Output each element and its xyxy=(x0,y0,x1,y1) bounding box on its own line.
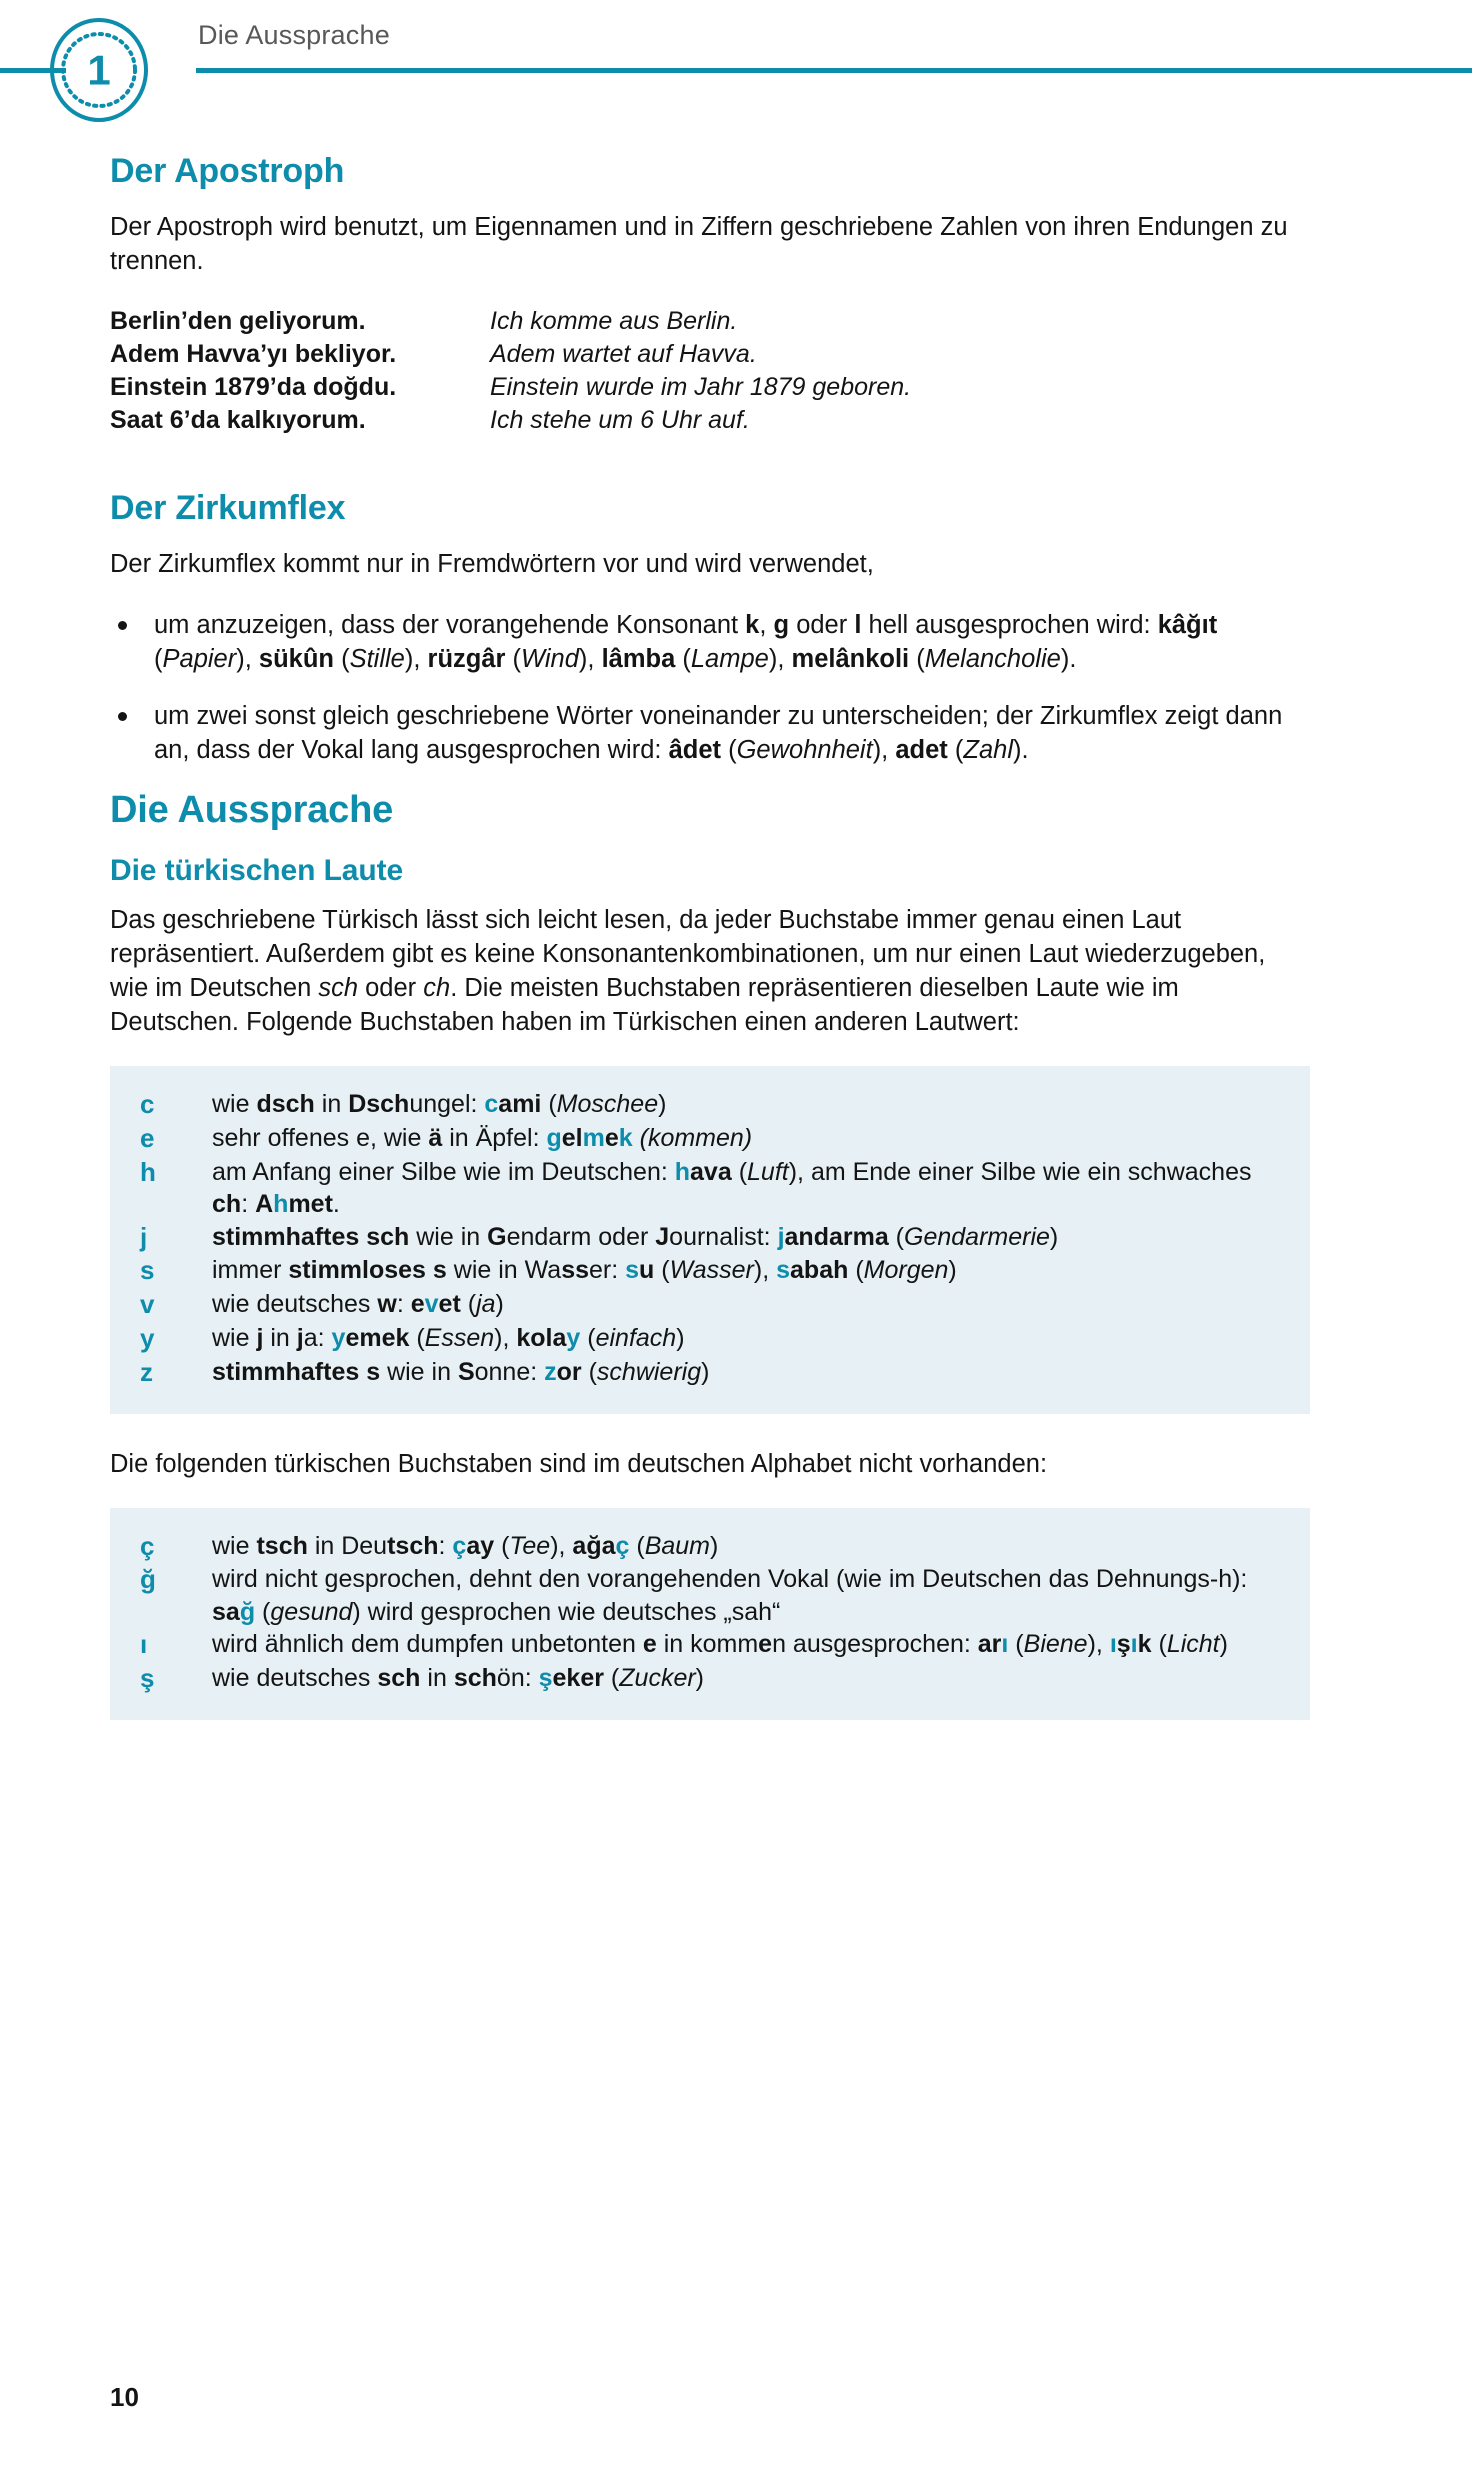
example-turkish: Saat 6’da kalkıyorum. xyxy=(110,405,366,434)
zirkumflex-bullet-list xyxy=(110,608,1310,768)
letter-key: ş xyxy=(140,1663,155,1694)
example-row xyxy=(110,404,1310,437)
example-row xyxy=(110,305,1310,338)
letter-row xyxy=(140,1221,1280,1255)
example-turkish: Einstein 1879’da doğdu. xyxy=(110,372,397,401)
letter-row xyxy=(140,1563,1280,1628)
letter-definition: sehr offenes e, wie ä in Äpfel: gelmek (kommen) xyxy=(212,1123,753,1152)
letter-key: ı xyxy=(140,1629,148,1660)
letter-sound-table-one xyxy=(110,1066,1310,1414)
letter-key: z xyxy=(140,1356,153,1387)
example-row xyxy=(110,371,1310,404)
letter-definition: stimmhaftes sch wie in Gendarm oder Journalist: jandarma (Gendarmerie) xyxy=(212,1222,1059,1251)
zirkumflex-intro-paragraph: Der Zirkumflex kommt nur in Fremdwörtern vor und wird verwendet, xyxy=(110,549,874,578)
letter-definition: wird nicht gesprochen, dehnt den vorangehenden Vokal (wie im Deutschen das Dehnungs-h): sağ (gesund) wird gesprochen wie deutsches „sah“ xyxy=(212,1565,1248,1626)
apostroph-intro-paragraph: Der Apostroph wird benutzt, um Eigennamen und in Ziffern geschriebene Zahlen von ihren Endungen zu trennen. xyxy=(110,213,1288,275)
letter-row xyxy=(140,1254,1280,1288)
example-turkish: Berlin’den geliyorum. xyxy=(110,306,366,335)
page-content xyxy=(110,152,1310,1754)
letter-definition: wie j in ja: yemek (Essen), kolay (einfach) xyxy=(212,1324,685,1353)
letter-key: e xyxy=(140,1122,155,1153)
letter-key: s xyxy=(140,1255,155,1286)
letter-key: j xyxy=(140,1221,148,1252)
letter-key: h xyxy=(140,1156,156,1187)
chapter-number-badge xyxy=(48,17,150,123)
letter-row xyxy=(140,1628,1280,1662)
heading-der-zirkumflex: Der Zirkumflex xyxy=(110,488,346,527)
letter-key: y xyxy=(140,1323,155,1354)
example-row xyxy=(110,338,1310,371)
letter-sound-table-two xyxy=(110,1508,1310,1720)
letter-key: ç xyxy=(140,1530,155,1561)
bullet-item: um anzuzeigen, dass der vorangehende Konsonant k, g oder l hell ausgesprochen wird: kâğıt (Papier), sükûn (Stille), rüzgâr (Wind), lâmba (Lampe), melânkoli (Melancholie). xyxy=(110,608,1310,677)
letter-definition: immer stimmloses s wie in Wasser: su (Wasser), sabah (Morgen) xyxy=(212,1256,957,1285)
letter-definition: am Anfang einer Silbe wie im Deutschen: hava (Luft), am Ende einer Silbe wie ein schwaches ch: Ahmet. xyxy=(212,1157,1252,1219)
example-german: Adem wartet auf Havva. xyxy=(490,339,757,368)
header-rule-right xyxy=(196,68,1472,73)
chapter-number-text: 1 xyxy=(87,46,111,94)
letter-key: c xyxy=(140,1089,155,1120)
bullet-item: um zwei sonst gleich geschriebene Wörter voneinander zu unterscheiden; der Zirkumflex zeigt dann an, dass der Vokal lang ausgesprochen wird: âdet (Gewohnheit), adet (Zahl). xyxy=(110,699,1310,768)
heading-die-aussprache: Die Aussprache xyxy=(110,789,394,832)
letter-definition: wird ähnlich dem dumpfen unbetonten e in kommen ausgesprochen: arı (Biene), ışık (Licht) xyxy=(212,1630,1228,1659)
letter-definition: stimmhaftes s wie in Sonne: zor (schwierig) xyxy=(212,1357,710,1386)
letter-row xyxy=(140,1662,1280,1696)
letter-key: v xyxy=(140,1289,155,1320)
letter-row xyxy=(140,1088,1280,1122)
between-tables-paragraph: Die folgenden türkischen Buchstaben sind im deutschen Alphabet nicht vorhanden: xyxy=(110,1449,1048,1478)
letter-definition: wie deutsches sch in schön: şeker (Zucker) xyxy=(212,1664,704,1693)
example-turkish: Adem Havva’yı bekliyor. xyxy=(110,339,397,368)
page-running-header xyxy=(0,0,1472,120)
heading-die-tuerkischen-laute: Die türkischen Laute xyxy=(110,854,404,888)
letter-row xyxy=(140,1156,1280,1221)
example-german: Ich komme aus Berlin. xyxy=(490,306,738,335)
apostroph-example-list xyxy=(110,305,1310,437)
example-german: Einstein wurde im Jahr 1879 geboren. xyxy=(490,372,912,401)
letter-definition: wie deutsches w: evet (ja) xyxy=(212,1290,504,1319)
letter-row xyxy=(140,1122,1280,1156)
letter-definition: wie dsch in Dschungel: cami (Moschee) xyxy=(212,1090,667,1119)
example-german: Ich stehe um 6 Uhr auf. xyxy=(490,405,750,434)
letter-key: ğ xyxy=(140,1564,156,1595)
running-header-title: Die Aussprache xyxy=(198,20,390,50)
page-number: 10 xyxy=(110,2382,139,2412)
letter-row xyxy=(140,1356,1280,1390)
letter-row xyxy=(140,1288,1280,1322)
aussprache-intro-paragraph: Das geschriebene Türkisch lässt sich leicht lesen, da jeder Buchstabe immer genau einen Laut repräsentiert. Außerdem gibt es keine Konsonantenkombinationen, um nur einen Laut wiederzugeben, wie im Deutschen sch oder ch. Die meisten Buchstaben repräsentieren dieselben Laute wie im Deutschen. Folgende Buchstaben haben im Türkischen einen anderen Lautwert: xyxy=(110,906,1266,1037)
heading-der-apostroph: Der Apostroph xyxy=(110,152,345,190)
letter-definition: wie tsch in Deutsch: çay (Tee), ağaç (Baum) xyxy=(212,1531,719,1560)
letter-row xyxy=(140,1530,1280,1564)
letter-row xyxy=(140,1322,1280,1356)
